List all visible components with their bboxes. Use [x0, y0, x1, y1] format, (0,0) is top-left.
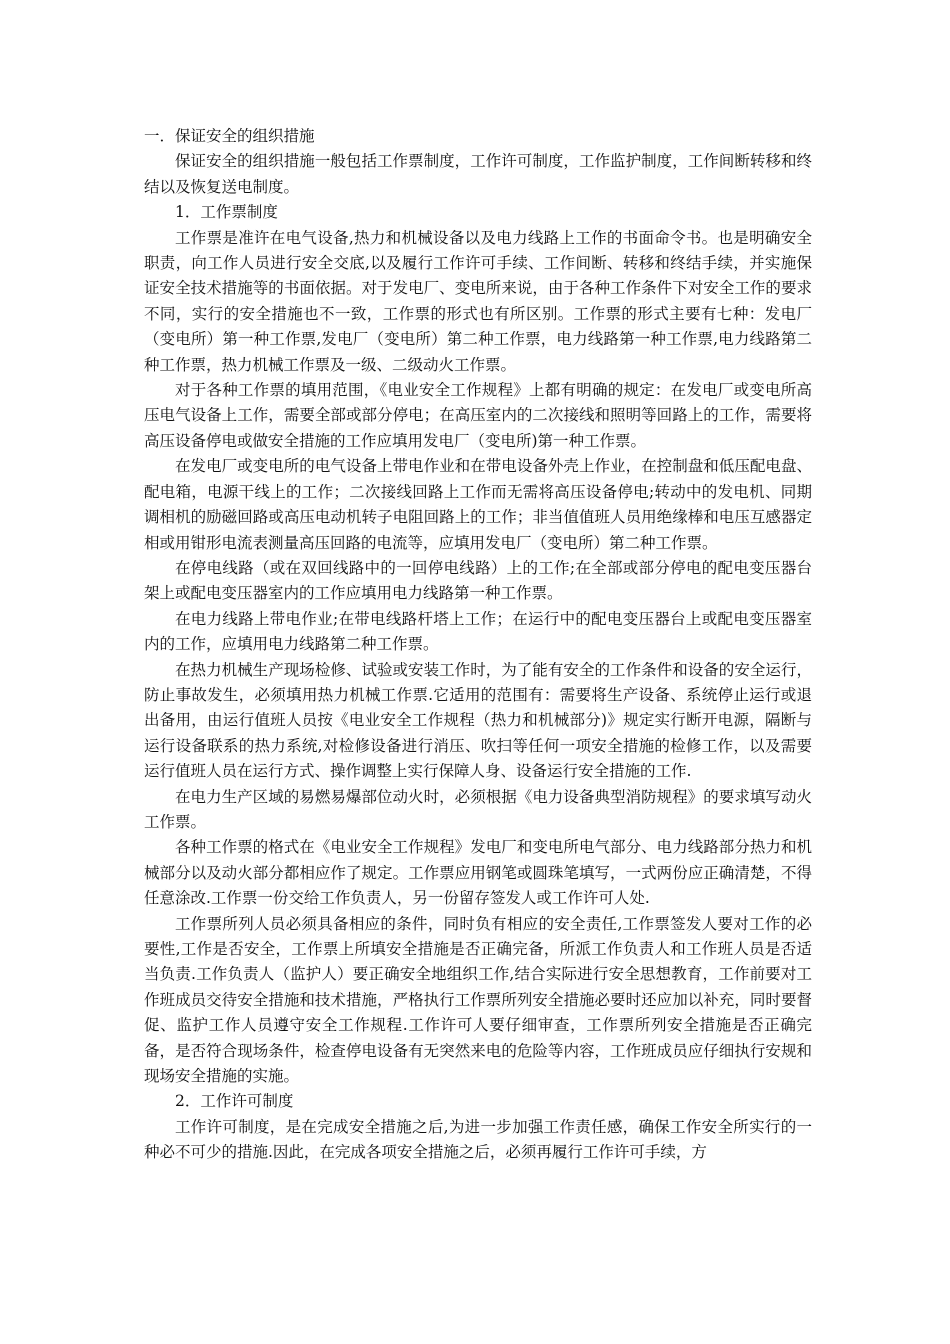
paragraph-ticket-personnel: 工作票所列人员必须具备相应的条件，同时负有相应的安全责任,工作票签发人要对工作的必要性,工作是否安全，工作票上所填安全措施是否正确完备，所派工作负责人和工作班人员是否适当负责.工作负责人（监护人）要正确安全地组织工作,结合实际进行安全思想教育，工作前要对工作班成员交待安全措施和技术措施，严格执行工作票所列安全措施必要时还应加以补充，同时要督促、监护工作人员遵守安全工作规程.工作许可人要仔细审查，工作票所列安全措施是否正确完备，是否符合现场条件，检查停电设备有无突然来电的危险等内容，工作班成员应仔细执行安规和现场安全措施的实施。 — [144, 914, 812, 1086]
subsection-heading-work-permit: 2．工作许可制度 — [175, 1092, 294, 1111]
paragraph-work-permit: 工作许可制度，是在完成安全措施之后,为进一步加强工作责任感，确保工作安全所实行的一种必不可少的措施.因此，在完成各项安全措施之后，必须再履行工作许可手续，方 — [144, 1117, 812, 1162]
subsection-heading-work-ticket: 1．工作票制度 — [175, 203, 278, 222]
document-body — [144, 124, 812, 1166]
section-heading: 一．保证安全的组织措施 — [144, 127, 315, 145]
paragraph-ticket-format: 各种工作票的格式在《电业安全工作规程》发电厂和变电所电气部分、电力线路部分热力和机械部分以及动火部分都相应作了规定。工作票应用钢笔或圆珠笔填写，一式两份应正确清楚，不得任意涂改.工作票一份交给工作负责人，另一份留存签发人或工作许可人处. — [144, 838, 812, 908]
paragraph-thermal-mechanical: 在热力机械生产现场检修、试验或安装工作时，为了能有安全的工作条件和设备的安全运行，防止事故发生，必须填用热力机械工作票.它适用的范围有：需要将生产设备、系统停止运行或退出备用，由运行值班人员按《电业安全工作规程（热力和机械部分)》规定实行断开电源，隔断与运行设备联系的热力系统,对检修设备进行消压、吹扫等任何一项安全措施的检修工作，以及需要运行值班人员在运行方式、操作调整上实行保障人身、设备运行安全措施的工作. — [144, 660, 812, 781]
paragraph-intro: 保证安全的组织措施一般包括工作票制度，工作许可制度，工作监护制度，工作间断转移和终结以及恢复送电制度。 — [144, 152, 812, 196]
paragraph-scope-first-type: 对于各种工作票的填用范围，《电业安全工作规程》上都有明确的规定：在发电厂或变电所高压电气设备上工作，需要全部或部分停电；在高压室内的二次接线和照明等回路上的工作，需要将高压设备停电或做安全措施的工作应填用发电厂（变电所)第一种工作票。 — [144, 381, 812, 450]
paragraph-work-ticket-definition: 工作票是准许在电气设备,热力和机械设备以及电力线路上工作的书面命令书。也是明确安全职责，向工作人员进行安全交底,以及履行工作许可手续、工作间断、转移和终结手续，并实施保证安全技术措施等的书面依据。对于发电厂、变电所来说，由于各种工作条件下对安全工作的要求不同，实行的安全措施也不一致，工作票的形式也有所区别。工作票的形式主要有七种：发电厂（变电所）第一种工作票,发电厂（变电所）第二种工作票，电力线路第一种工作票,电力线路第二种工作票，热力机械工作票及一级、二级动火工作票。 — [144, 228, 812, 374]
paragraph-scope-second-type: 在发电厂或变电所的电气设备上带电作业和在带电设备外壳上作业，在控制盘和低压配电盘、配电箱，电源干线上的工作；二次接线回路上工作而无需将高压设备停电;转动中的发电机、同期调相机的励磁回路或高压电动机转子电阻回路上的工作；非当值值班人员用绝缘棒和电压互感器定相或用钳形电流表测量高压回路的电流等，应填用发电厂（变电所）第二种工作票。 — [144, 457, 812, 552]
paragraph-hot-work: 在电力生产区域的易燃易爆部位动火时，必须根据《电力设备典型消防规程》的要求填写动火工作票。 — [144, 787, 812, 831]
paragraph-line-second-type: 在电力线路上带电作业;在带电线路杆塔上工作；在运行中的配电变压器台上或配电变压器室内的工作，应填用电力线路第二种工作票。 — [144, 609, 812, 654]
paragraph-line-first-type: 在停电线路（或在双回线路中的一回停电线路）上的工作;在全部或部分停电的配电变压器台架上或配电变压器室内的工作应填用电力线路第一种工作票。 — [144, 558, 812, 603]
